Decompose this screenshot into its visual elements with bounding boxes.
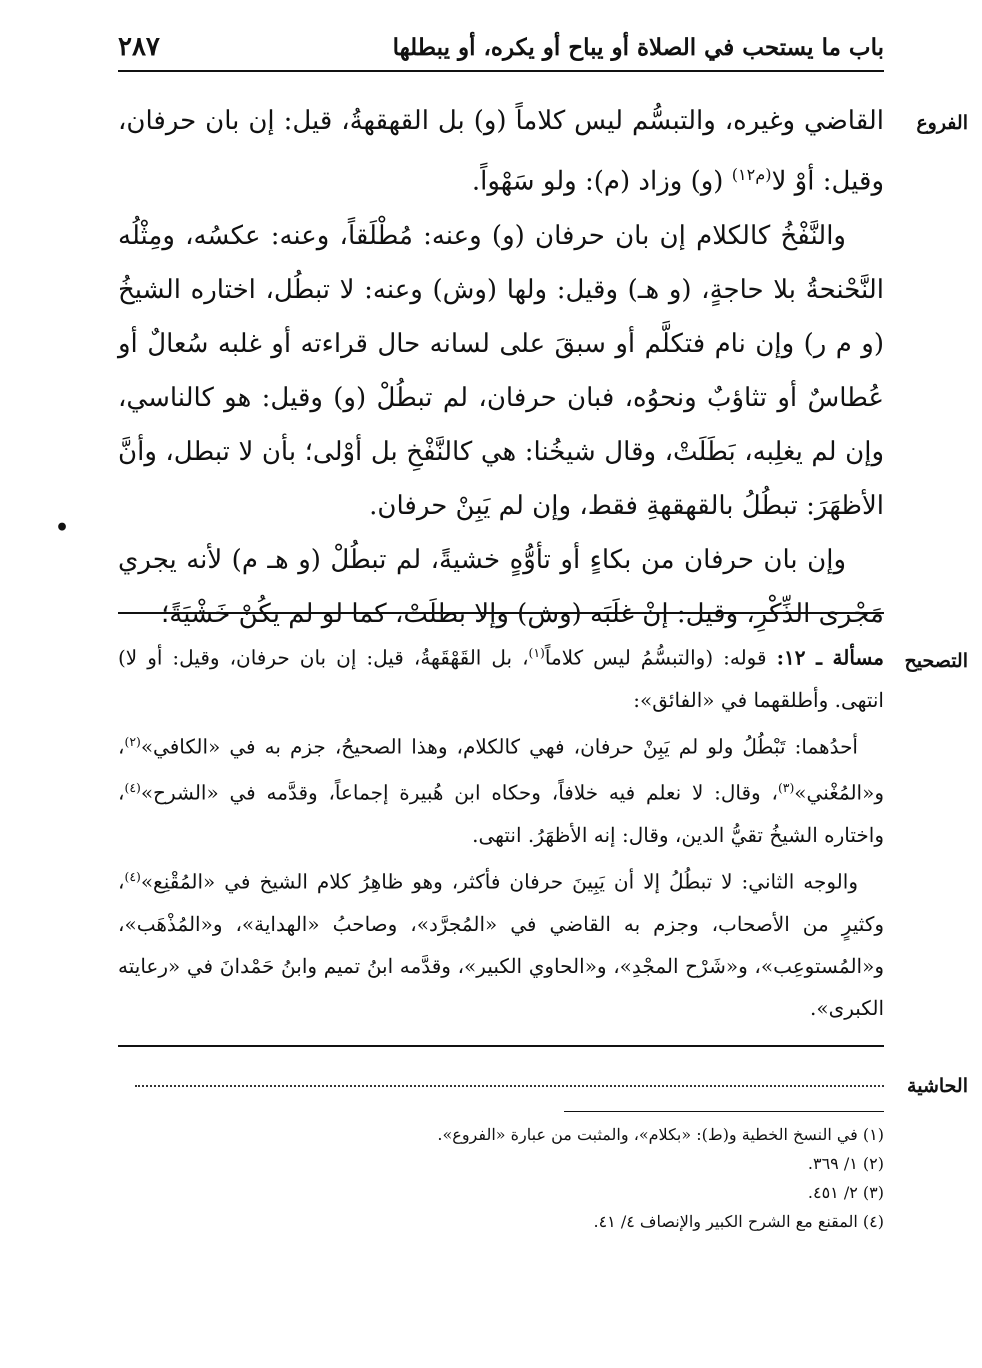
footnotes xyxy=(118,1120,884,1236)
footnote-ref: (٢) xyxy=(124,733,141,749)
footnote-rule xyxy=(564,1111,884,1112)
page-number: ٢٨٧ xyxy=(118,32,160,62)
footnote-ref: (٤) xyxy=(124,780,141,796)
tashih-text xyxy=(118,632,884,1029)
main-paragraph-3: وإن بان حرفان من بكاءٍ أو تأوُّهٍ خشيةً، لم تبطُلْ (و هـ م) لأنه يجري مَجْرى الذِّكْرِ، وقيل: إنْ غلَبَه (وش) وإلا بطلَتْ، كما لو لم يكُنْ خَشْيَةً؛ xyxy=(118,544,884,629)
footnote-3: (٣) ٢/ ٤٥١. xyxy=(807,1183,884,1202)
margin-label-tashih: التصحيح xyxy=(904,650,968,672)
footnote-ref: (١) xyxy=(528,645,545,660)
footnote-2: (٢) ١/ ٣٦٩. xyxy=(807,1154,884,1173)
footnote-1: (١) في النسخ الخطية و(ط): «بكلام»، والمثبت من عبارة «الفروع». xyxy=(437,1125,884,1144)
footnote-ref: (٤) xyxy=(124,868,141,884)
footnote-ref: (٣) xyxy=(777,780,795,796)
section-divider xyxy=(118,612,884,614)
tashih-paragraph-2: أحدُهما: تَبْطُلُ ولو لم يَبِنْ حرفان، فهي كالكلام، وهذا الصحيحُ، جزم به في «الكافي»$^{(٢)}$، و«المُغْني»$^{(٣)}$، وقال: لا نعلم فيه خلافاً، وحكاه ابن هُبيرة إجماعاً، وقدَّمه في «الشرح»$^{(٤)}$، واختاره الشيخُ تقيُّ الدين، وقال: إنه الأظهَرُ. انتهى. xyxy=(118,733,884,847)
margin-dot: • xyxy=(55,515,70,541)
page-header xyxy=(118,30,884,72)
hashiya-dotted-line xyxy=(135,1085,884,1087)
footnote-4: (٤) المقنع مع الشرح الكبير والإنصاف ٤/ ٤١. xyxy=(593,1212,884,1231)
main-paragraph-2: والنَّفْخُ كالكلام إن بان حرفان (و) وعنه: مُطْلَقاً، وعنه: عكسُه، ومِثْلُه النَّحْنحةُ بلا حاجةٍ، (و هـ) وقيل: ولها (وش) وعنه: لا تبطُل، اختاره الشيخُ (و م ر) وإن نام فتكلَّم أو سبقَ على لسانه حال قراءته أو غلبه سُعالٌ أو عُطاسٌ أو تثاؤبٌ ونحوُه، فبان حرفان، لم تبطُلْ (و) وقيل: هو كالناسي، وإن لم يغلِبه، بَطَلَتْ، وقال شيخُنا: هي كالنَّفْخِ بل أوْلى؛ بأن لا تبطل، وأنَّ الأظهَرَ: تبطُلُ بالقهقهةِ فقط، وإن لم يَبِنْ حرفان. xyxy=(118,220,885,521)
running-title: باب ما يستحب في الصلاة أو يباح أو يكره، أو يبطلها xyxy=(392,34,884,61)
section-divider xyxy=(118,1045,884,1047)
margin-label-furu: الفروع xyxy=(916,112,968,134)
footnote-ref: (م١٢) xyxy=(731,165,772,184)
margin-label-hashiya: الحاشية xyxy=(907,1075,968,1097)
main-text xyxy=(118,94,884,641)
tashih-paragraph-1: مسألة ـ ١٢: قوله: (والتبسُّمُ ليس كلاماً$^{(١)}$، بل القَهْقَهةُ، قيل: إن بان حرفان، وقيل: أو لا) انتهى. وأطلقهما في «الفائق»: xyxy=(118,645,884,712)
masala-label: مسألة ـ ١٢: xyxy=(776,645,884,670)
tashih-paragraph-3: والوجه الثاني: لا تبطُلُ إلا أن يَبِينَ حرفان فأكثر، وهو ظاهِرُ كلام الشيخ في «المُقْنِع»$^{(٤)}$، وكثيرٍ من الأصحاب، وجزم به القاضي في «المُجرَّد»، وصاحبُ «الهداية»، و«المُذْهَب»، و«المُستوعِب»، و«شَرْح المجْدِ»، و«الحاوي الكبير»، وقدَّمه ابنُ تميم وابنُ حَمْدانَ في «رعايته الكبرى». xyxy=(118,868,884,1020)
main-paragraph-1: القاضي وغيره، والتبسُّم ليس كلاماً (و) بل القهقهةُ، قيل: إن بان حرفان، وقيل: أوْ لا$^{(م١٢)}$ (و) وزاد (م): ولو سَهْواً. xyxy=(118,106,884,197)
